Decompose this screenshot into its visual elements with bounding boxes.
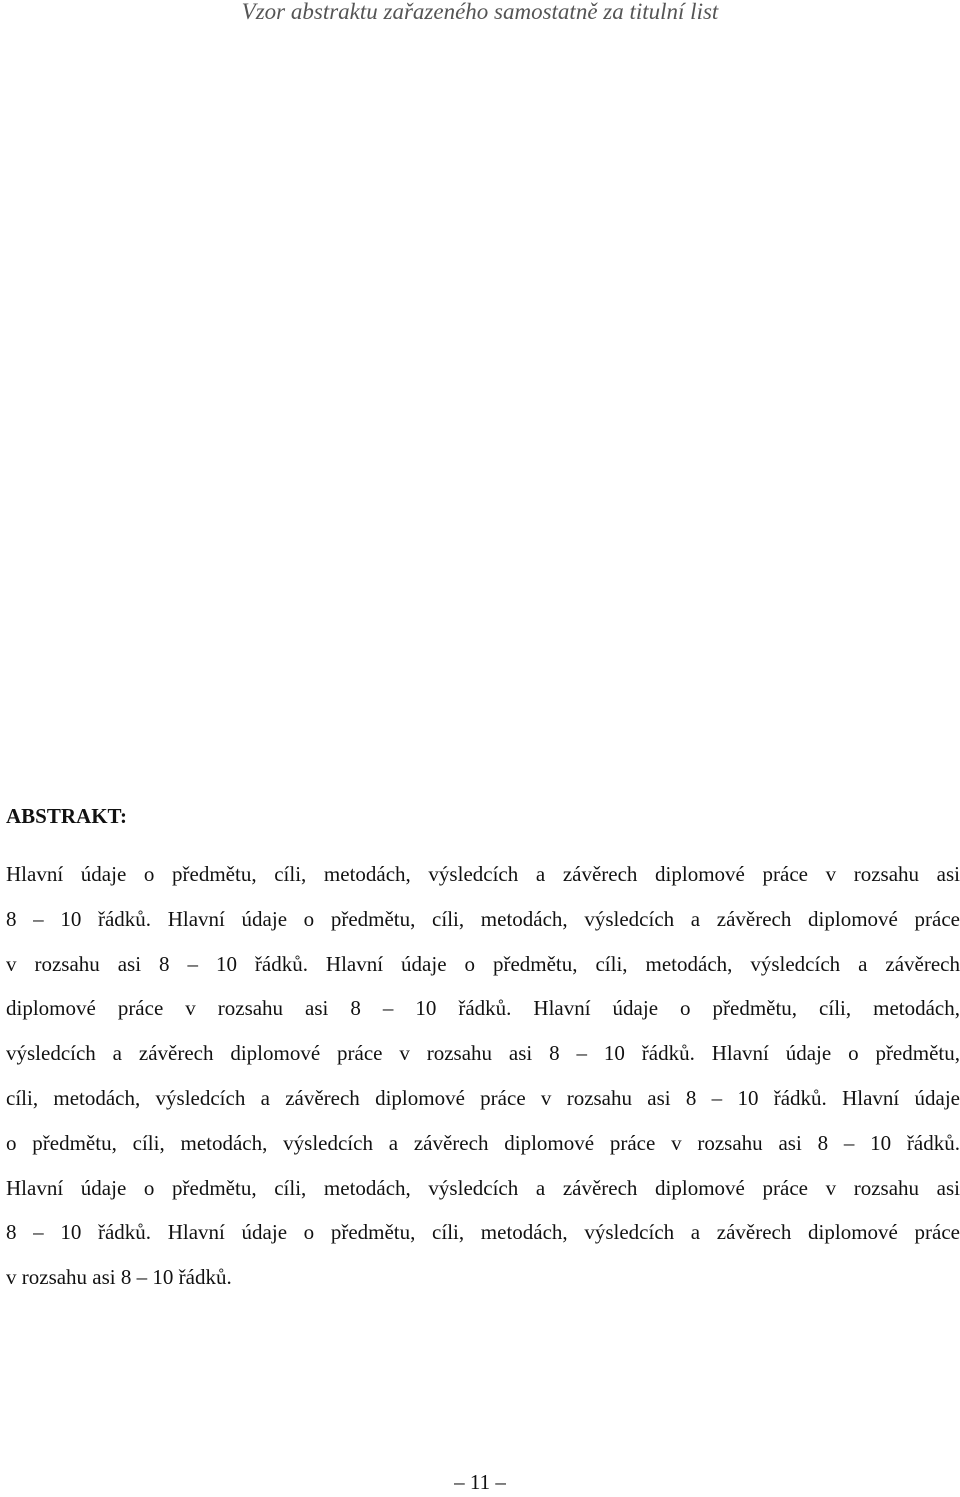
abstract-line: Hlavní údaje o předmětu, cíli, metodách, výsledcích a závěrech diplomové práce v rozsahu asi [6,1175,960,1200]
running-header: Vzor abstraktu zařazeného samostatně za titulní list [241,0,719,24]
abstract-line: v rozsahu asi 8 – 10 řádků. [6,1265,232,1290]
abstract-line: cíli, metodách, výsledcích a závěrech diplomové práce v rozsahu asi 8 – 10 řádků. Hlavní údaje [6,1085,960,1110]
page-number: – 11 – [454,1470,506,1494]
abstract-line: v rozsahu asi 8 – 10 řádků. Hlavní údaje o předmětu, cíli, metodách, výsledcích a závěrech [6,951,960,976]
abstract-line: Hlavní údaje o předmětu, cíli, metodách, výsledcích a závěrech diplomové práce v rozsahu asi [6,862,960,886]
abstract-line: 8 – 10 řádků. Hlavní údaje o předmětu, cíli, metodách, výsledcích a závěrech diplomové práce [6,1220,960,1245]
abstract-line: 8 – 10 řádků. Hlavní údaje o předmětu, cíli, metodách, výsledcích a závěrech diplomové práce [6,906,960,931]
abstract-line: výsledcích a závěrech diplomové práce v rozsahu asi 8 – 10 řádků. Hlavní údaje o předmětu, [6,1041,960,1066]
abstract-heading: ABSTRAKT: [6,804,127,828]
abstract-body [6,852,960,1300]
abstract-line: o předmětu, cíli, metodách, výsledcích a závěrech diplomové práce v rozsahu asi 8 – 10 řádků. [6,1130,960,1155]
abstract-line: diplomové práce v rozsahu asi 8 – 10 řádků. Hlavní údaje o předmětu, cíli, metodách, [6,996,960,1021]
